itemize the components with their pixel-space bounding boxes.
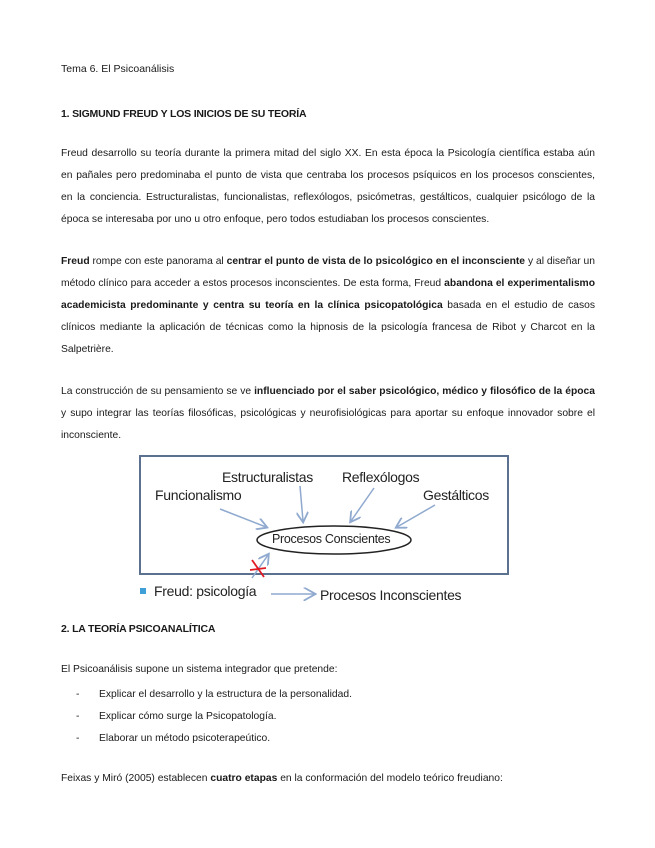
section-2-intro: El Psicoanálisis supone un sistema integrador que pretende:: [61, 664, 338, 675]
label-estructuralistas: Estructuralistas: [222, 469, 313, 485]
arrow-funcionalismo: [220, 509, 266, 527]
label-freud-psicologia: Freud: psicología: [154, 583, 257, 599]
arrow-gestalticos: [397, 505, 435, 527]
section-2-heading: 2. LA TEORÍA PSICOANALÍTICA: [61, 623, 216, 635]
p3-text-2: y supo integrar las teorías filosóficas, psicológicas y neurofisiológicas para aportar su enfoque innovador sobre el inconsciente.: [61, 408, 595, 441]
list-item-text: Explicar cómo surge la Psicopatología.: [99, 711, 277, 722]
arrow-estructuralistas: [300, 486, 303, 521]
label-funcionalismo: Funcionalismo: [155, 487, 242, 503]
list-item-text: Elaborar un método psicoterapeútico.: [99, 733, 271, 744]
list-item: [61, 706, 352, 728]
list-dash: -: [76, 689, 80, 700]
list-dash: -: [76, 711, 80, 722]
p2-bold-2: centrar el punto de vista de lo psicológico en el inconsciente: [226, 256, 526, 267]
red-cross-stroke-2: [250, 568, 266, 570]
list-item-text: Explicar el desarrollo y la estructura de la personalidad.: [99, 689, 352, 700]
label-gestalticos: Gestálticos: [423, 487, 489, 503]
p2-text-3: basada en el estudio de casos clínicos mediante la aplicación de técnicas como la hipnosis de la psicología francesa de Ribot y Charcot en la Salpetrière.: [61, 300, 595, 355]
label-reflexologos: Reflexólogos: [342, 469, 420, 485]
closing-paragraph: [61, 768, 595, 790]
closing-text-1: Feixas y Miró (2005) establecen: [61, 773, 211, 784]
objectives-list: [61, 684, 352, 750]
p2-text-1: rompe con este panorama al: [89, 256, 227, 267]
list-item: [61, 684, 352, 706]
label-procesos-inconscientes: Procesos Inconscientes: [320, 587, 462, 603]
topic-title: Tema 6. El Psicoanálisis: [61, 63, 175, 75]
closing-bold: cuatro etapas: [210, 773, 278, 784]
paragraph-1: Freud desarrollo su teoría durante la primera mitad del siglo XX. En esta época la Psicología científica estaba aún en pañales pero predominaba el punto de vista que centraba los procesos psíquicos en los procesos conscientes, en la conciencia. Estructuralistas, funcionalistas, reflexólogos, psicómetras, gestálticos, cualquier psicólogo de la época se interesaba por uno u otro enfoque, pero todos estudiaban los procesos conscientes.: [61, 148, 595, 225]
section-1-heading: 1. SIGMUND FREUD Y LOS INICIOS DE SU TEORÍA: [61, 108, 307, 120]
label-procesos-conscientes: Procesos Conscientes: [272, 532, 391, 546]
arrow-freud-up: [252, 555, 268, 578]
list-item: [61, 728, 352, 750]
closing-text-2: en la conformación del modelo teórico freudiano:: [277, 773, 503, 784]
p2-bold-1: Freud: [61, 256, 90, 267]
freud-bullet: [140, 588, 146, 594]
p3-text-1: La construcción de su pensamiento se ve: [61, 386, 255, 397]
arrow-reflexologos: [351, 488, 374, 521]
p2-bold-3: abandona el experimentalismo academicista predominante y centra su teoría en la clínica psicopatológica: [61, 278, 595, 311]
list-dash: -: [76, 733, 80, 744]
p2-text-2: y al diseñar un método clínico para acceder a estos procesos inconscientes. De esta forma, Freud: [61, 256, 596, 289]
p3-bold-1: influenciado por el saber psicológico, médico y filosófico de la época: [254, 386, 595, 397]
